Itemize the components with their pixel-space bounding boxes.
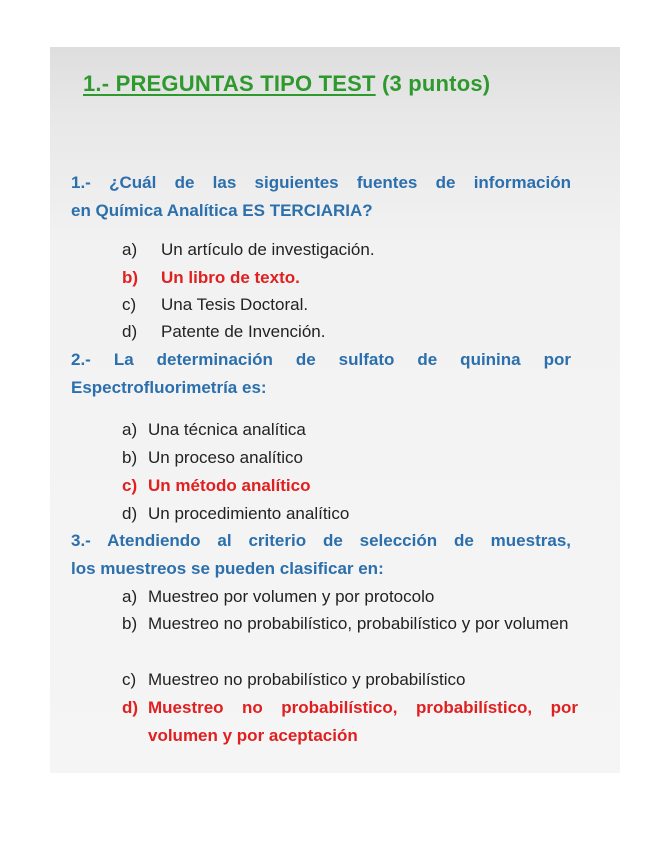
option-letter: a) bbox=[122, 420, 138, 439]
question-2-option-d bbox=[122, 500, 349, 528]
question-1-line-2: en Química Analítica ES TERCIARIA? bbox=[71, 201, 373, 220]
option-text: Muestreo no probabilístico y probabilístico bbox=[148, 670, 466, 689]
option-letter: c) bbox=[122, 295, 137, 314]
title-main: 1.- PREGUNTAS TIPO TEST bbox=[83, 71, 376, 96]
option-letter: d) bbox=[122, 698, 139, 717]
question-1-option-b-correct bbox=[122, 264, 300, 292]
option-letter: d) bbox=[122, 504, 138, 523]
option-text: Un libro de texto. bbox=[161, 268, 300, 287]
question-2-option-b bbox=[122, 444, 303, 472]
question-1-option-d bbox=[122, 318, 325, 346]
option-text: Una Tesis Doctoral. bbox=[161, 295, 309, 314]
option-text: Muestreo por volumen y por protocolo bbox=[148, 587, 435, 606]
option-text: Una técnica analítica bbox=[148, 420, 306, 439]
option-letter: a) bbox=[122, 240, 138, 259]
option-letter: b) bbox=[122, 268, 139, 287]
option-letter: a) bbox=[122, 587, 138, 606]
question-3-option-d-correct bbox=[122, 694, 578, 750]
question-3-option-b bbox=[122, 610, 578, 638]
option-letter: d) bbox=[122, 322, 138, 341]
question-3 bbox=[71, 527, 571, 583]
option-letter: b) bbox=[122, 614, 138, 633]
question-2-line-2: Espectrofluorimetría es: bbox=[71, 378, 267, 397]
option-text: Un método analítico bbox=[148, 476, 311, 495]
option-text: Muestreo no probabilístico, probabilístico, por volumen y por aceptación bbox=[148, 698, 578, 745]
option-text: Patente de Invención. bbox=[161, 322, 326, 341]
slide bbox=[50, 47, 620, 773]
question-1-line-1: 1.- ¿Cuál de las siguientes fuentes de información bbox=[71, 173, 571, 192]
option-letter: c) bbox=[122, 476, 138, 495]
question-2-option-a bbox=[122, 416, 306, 444]
option-letter: b) bbox=[122, 448, 138, 467]
option-text: Muestreo no probabilístico, probabilístico y por volumen bbox=[148, 614, 569, 633]
question-2 bbox=[71, 346, 571, 402]
question-2-line-1: 2.- La determinación de sulfato de quinina por bbox=[71, 350, 571, 369]
option-text: Un proceso analítico bbox=[148, 448, 303, 467]
title-points: (3 puntos) bbox=[381, 71, 491, 96]
question-3-option-c bbox=[122, 666, 466, 694]
question-3-line-2: los muestreos se pueden clasificar en: bbox=[71, 559, 384, 578]
page-title bbox=[83, 71, 490, 97]
question-1-option-a bbox=[122, 236, 375, 264]
option-letter: c) bbox=[122, 670, 137, 689]
question-1-option-c bbox=[122, 291, 308, 319]
question-3-line-1: 3.- Atendiendo al criterio de selección de muestras, bbox=[71, 531, 571, 550]
question-3-option-a bbox=[122, 583, 434, 611]
option-text: Un procedimiento analítico bbox=[148, 504, 350, 523]
question-1 bbox=[71, 169, 571, 225]
question-2-option-c-correct bbox=[122, 472, 310, 500]
option-text: Un artículo de investigación. bbox=[161, 240, 375, 259]
